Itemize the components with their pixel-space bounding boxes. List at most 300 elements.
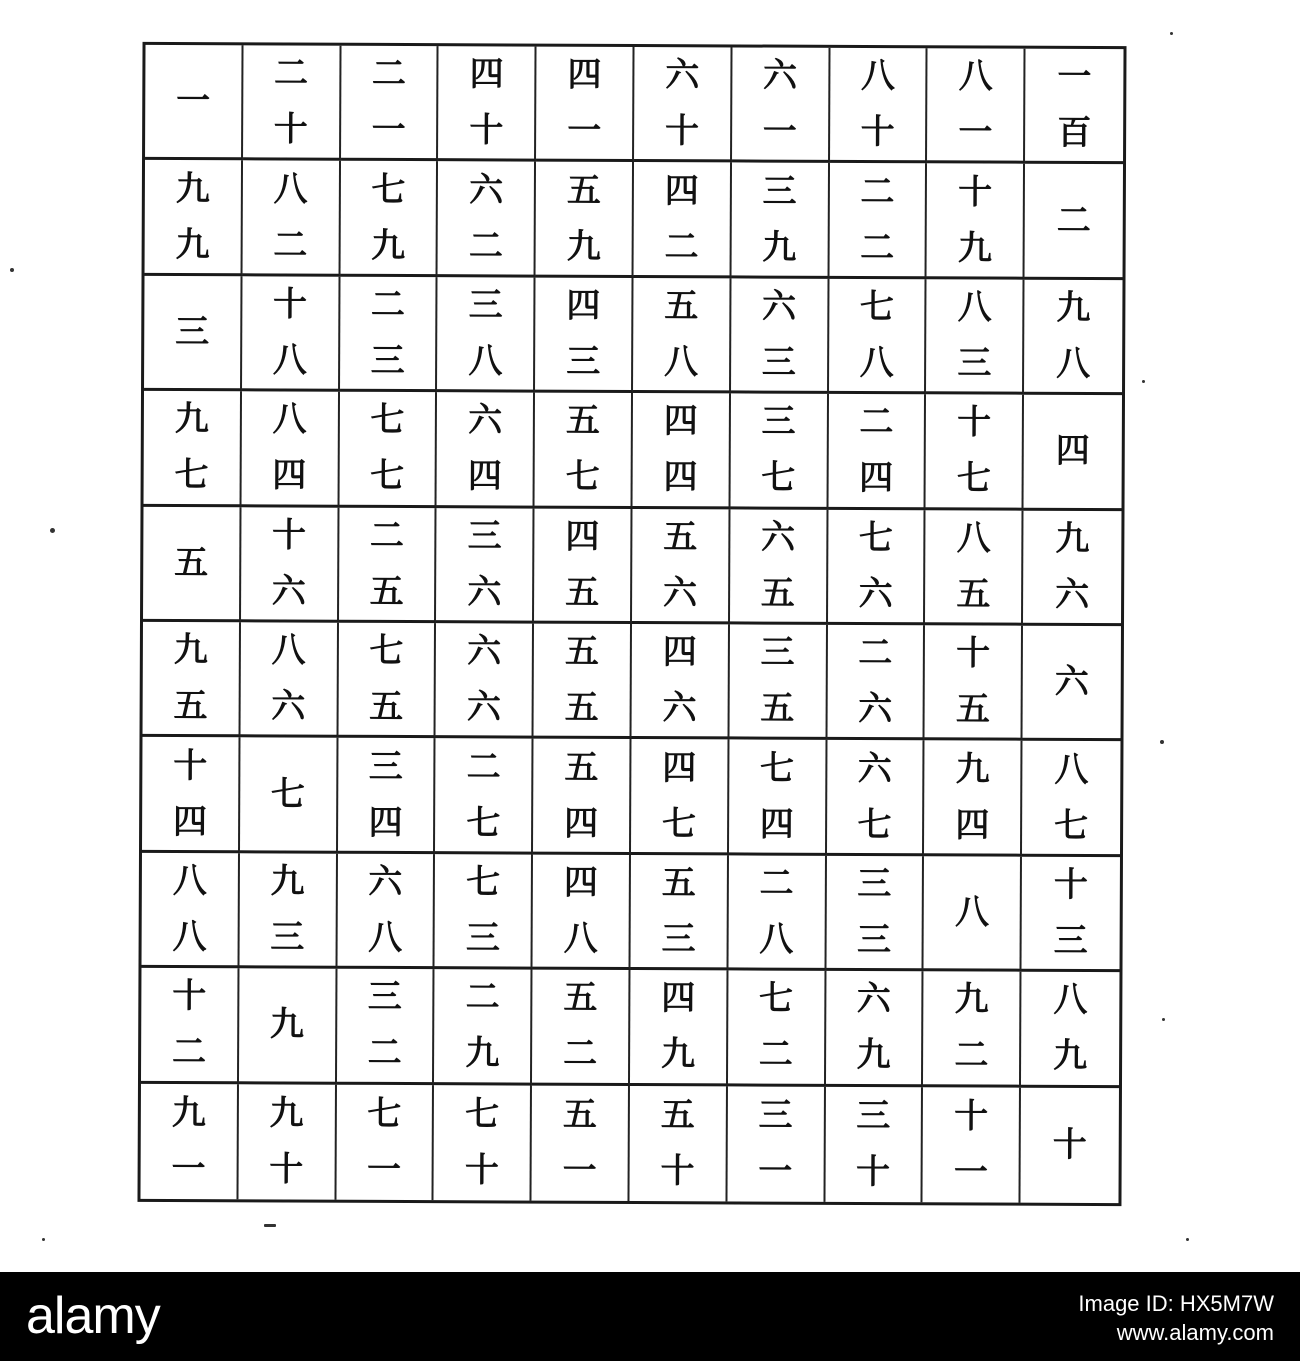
cell-character: 八 [1054, 749, 1089, 790]
cell-character: 八 [273, 169, 308, 210]
table-cell [634, 47, 732, 163]
table-cell [731, 163, 829, 279]
cell-character: 十 [1052, 1125, 1087, 1166]
cell-character: 二 [954, 1035, 989, 1076]
cell-character: 十 [957, 402, 992, 443]
cell-character: 十 [172, 976, 207, 1017]
table-cell [340, 161, 438, 277]
cell-character: 四 [563, 862, 599, 903]
table-cell [435, 739, 533, 855]
table-cell [240, 622, 338, 738]
cell-character: 一 [371, 110, 406, 151]
table-cell [435, 854, 533, 970]
cell-character: 三 [857, 919, 892, 961]
cell-character: 五 [760, 573, 795, 614]
cell-character: 六 [761, 286, 797, 327]
table-cell [438, 162, 536, 278]
table-cell [927, 164, 1025, 280]
table-cell [339, 507, 437, 623]
cell-character: 六 [271, 686, 306, 727]
cell-character: 一 [562, 1150, 597, 1192]
cell-character: 二 [859, 402, 894, 443]
cell-character: 二 [563, 1034, 598, 1075]
cell-character: 一 [176, 81, 211, 122]
cell-character: 八 [271, 630, 306, 671]
cell-character: 七 [1054, 805, 1089, 846]
cell-character: 八 [1053, 980, 1088, 1021]
cell-character: 七 [369, 631, 404, 672]
cell-character: 三 [1053, 920, 1088, 961]
cell-character: 七 [174, 455, 209, 496]
cell-character: 五 [760, 688, 795, 729]
stock-id-line: Image ID: HX5M7W [1078, 1291, 1274, 1316]
cell-character: 七 [761, 457, 796, 499]
cell-character: 十 [272, 284, 308, 325]
cell-character: 四 [172, 801, 208, 842]
table-cell [436, 508, 534, 624]
table-cell [925, 510, 1023, 626]
cell-character: 三 [175, 311, 210, 353]
table-cell [534, 508, 632, 624]
table-cell [826, 856, 924, 972]
table-cell [827, 740, 925, 856]
table-cell [339, 392, 437, 508]
table-cell [828, 394, 926, 510]
table-cell [830, 48, 928, 164]
cell-character: 十 [954, 1096, 989, 1137]
cell-character: 二 [273, 225, 308, 266]
table-cell [630, 855, 728, 971]
table-cell [829, 163, 927, 279]
cell-character: 二 [664, 226, 699, 267]
cell-character: 九 [955, 749, 990, 790]
table-cell [923, 1087, 1021, 1203]
cell-character: 三 [761, 401, 796, 443]
cell-character: 九 [269, 1093, 304, 1134]
table-cell [1021, 1087, 1119, 1203]
cell-character: 二 [758, 1034, 793, 1076]
table-cell [1025, 164, 1123, 280]
cell-character: 四 [567, 54, 602, 96]
cell-character: 四 [955, 805, 990, 846]
dust-speck [1142, 380, 1145, 383]
table-cell [536, 162, 634, 278]
table-cell [144, 391, 242, 507]
magic-square-table [137, 42, 1126, 1206]
cell-character: 六 [665, 55, 700, 96]
cell-character: 八 [860, 56, 895, 97]
cell-character: 九 [1053, 1036, 1088, 1077]
cell-character: 九 [371, 225, 406, 266]
cell-character: 九 [171, 1093, 206, 1134]
cell-character: 六 [858, 573, 893, 614]
alamy-logo: alamy [26, 1287, 160, 1345]
cell-character: 八 [172, 916, 207, 958]
cell-character: 五 [956, 574, 991, 615]
cell-character: 五 [562, 1095, 598, 1136]
table-cell [536, 47, 634, 163]
cell-character: 二 [759, 863, 794, 904]
cell-character: 七 [367, 1094, 402, 1135]
table-cell [141, 853, 239, 969]
table-cell [242, 161, 340, 277]
cell-character: 八 [468, 341, 503, 382]
cell-character: 五 [369, 571, 404, 612]
cell-character: 七 [956, 458, 992, 499]
cell-character: 九 [957, 228, 993, 269]
cell-character: 九 [1056, 287, 1091, 328]
cell-character: 八 [663, 342, 699, 383]
table-cell [728, 971, 826, 1087]
table-cell [535, 277, 633, 393]
table-cell [145, 160, 243, 276]
cell-character: 六 [662, 572, 698, 614]
cell-character: 七 [370, 400, 405, 441]
table-cell [240, 738, 338, 854]
cell-character: 四 [663, 401, 698, 442]
cell-character: 六 [467, 631, 502, 672]
dust-speck [1186, 1238, 1189, 1241]
table-cell [728, 855, 826, 971]
cell-character: 五 [564, 631, 600, 673]
cell-character: 三 [661, 919, 696, 960]
table-cell [535, 393, 633, 509]
cell-character: 五 [955, 689, 990, 730]
cell-character: 百 [1057, 113, 1092, 154]
cell-character: 二 [171, 1032, 207, 1073]
table-cell [826, 971, 924, 1087]
cell-character: 三 [760, 632, 795, 673]
cell-character: 三 [370, 340, 405, 381]
cell-character: 二 [369, 515, 404, 556]
table-cell [924, 856, 1022, 972]
table-cell [732, 47, 830, 163]
table-cell [631, 739, 729, 855]
table-cell [729, 624, 827, 740]
table-cell [825, 1086, 923, 1202]
cell-character: 五 [660, 1095, 695, 1136]
cell-character: 四 [859, 458, 894, 499]
table-cell [1023, 626, 1121, 742]
cell-character: 九 [270, 861, 305, 902]
cell-character: 六 [662, 688, 697, 729]
cell-character: 一 [953, 1152, 988, 1193]
cell-character: 五 [565, 401, 601, 442]
table-cell [434, 1085, 532, 1201]
table-cell [532, 1085, 630, 1201]
dust-speck [1160, 740, 1164, 744]
table-cell [533, 854, 631, 970]
table-cell [924, 741, 1022, 857]
table-cell [731, 278, 829, 394]
table-cell [927, 48, 1025, 164]
cell-character: 八 [956, 518, 991, 559]
table-cell [829, 279, 927, 395]
cell-character: 一 [758, 1151, 793, 1193]
cell-character: 十 [664, 111, 700, 152]
cell-character: 十 [464, 1150, 499, 1191]
table-cell [729, 740, 827, 856]
cell-character: 一 [762, 111, 797, 152]
dust-speck [1162, 1018, 1165, 1021]
cell-character: 六 [856, 979, 891, 1020]
cell-character: 四 [272, 455, 307, 496]
cell-character: 三 [856, 1096, 891, 1137]
cell-character: 五 [566, 170, 602, 211]
cell-character: 九 [175, 224, 210, 265]
cell-character: 八 [759, 919, 794, 960]
cell-character: 三 [762, 171, 797, 212]
cell-character: 一 [1057, 57, 1092, 98]
cell-character: 五 [174, 542, 209, 583]
cell-character: 七 [466, 802, 501, 844]
table-cell [534, 624, 632, 740]
cell-character: 七 [465, 1094, 500, 1135]
table-cell [1024, 395, 1122, 511]
table-cell [141, 968, 239, 1084]
cell-character: 二 [370, 284, 405, 325]
table-cell [340, 277, 438, 393]
cell-character: 八 [954, 892, 990, 933]
table-cell [727, 1086, 825, 1202]
cell-character: 七 [858, 517, 893, 558]
table-cell [730, 394, 828, 510]
table-cell [241, 507, 339, 623]
cell-character: 六 [469, 169, 504, 211]
table-cell [730, 509, 828, 625]
cell-character: 九 [566, 226, 601, 267]
cell-character: 三 [367, 977, 402, 1018]
cell-character: 十 [1053, 864, 1089, 905]
cell-character: 三 [467, 516, 502, 557]
cell-character: 四 [663, 457, 698, 498]
cell-character: 四 [1055, 431, 1090, 472]
cell-character: 五 [664, 286, 699, 327]
table-cell [338, 738, 436, 854]
cell-character: 十 [956, 633, 991, 674]
table-cell [1022, 857, 1120, 973]
cell-character: 五 [564, 687, 599, 729]
dust-speck [10, 268, 14, 272]
stock-url-line: www.alamy.com [1116, 1319, 1274, 1345]
cell-character: 四 [662, 747, 697, 788]
cell-character: 九 [269, 1004, 305, 1045]
table-cell [242, 276, 340, 392]
cell-character: 二 [466, 746, 501, 788]
cell-character: 七 [370, 456, 405, 497]
table-cell [632, 509, 730, 625]
cell-character: 四 [566, 285, 601, 326]
cell-character: 三 [857, 863, 892, 905]
cell-character: 五 [661, 863, 696, 904]
cell-character: 七 [270, 774, 306, 815]
cell-character: 七 [661, 803, 697, 844]
table-cell [1021, 972, 1119, 1088]
cell-character: 一 [367, 1150, 402, 1191]
table-cell [241, 391, 339, 507]
cell-character: 三 [957, 343, 992, 384]
cell-character: 二 [860, 171, 895, 212]
cell-character: 九 [465, 1033, 500, 1074]
table-cell [341, 46, 439, 162]
cell-character: 五 [565, 572, 600, 613]
cell-character: 二 [858, 633, 893, 674]
table-cell [143, 506, 241, 622]
cell-character: 三 [368, 746, 403, 787]
table-cell [142, 737, 240, 853]
table-cell [436, 623, 534, 739]
cell-character: 六 [468, 400, 503, 441]
cell-character: 六 [467, 572, 502, 613]
cell-character: 八 [563, 918, 598, 959]
cell-character: 九 [175, 168, 210, 209]
cell-character: 三 [566, 341, 601, 382]
cell-character: 六 [857, 748, 892, 789]
cell-character: 二 [367, 1033, 402, 1074]
cell-character: 四 [368, 802, 403, 843]
table-cell [143, 622, 241, 738]
cell-character: 九 [762, 227, 797, 268]
table-cell [336, 1084, 434, 1200]
cell-character: 十 [469, 110, 504, 151]
cell-character: 七 [466, 862, 501, 903]
table-cell [1022, 741, 1120, 857]
cell-character: 二 [1056, 200, 1091, 241]
cell-character: 六 [368, 861, 403, 902]
table-cell [239, 968, 337, 1084]
cell-character: 三 [761, 342, 796, 383]
cell-character: 七 [759, 748, 795, 789]
cell-character: 五 [564, 747, 599, 788]
cell-character: 四 [661, 978, 696, 1019]
cell-character: 四 [662, 632, 697, 673]
cell-character: 二 [465, 977, 500, 1018]
cell-character: 八 [272, 340, 307, 381]
table-cell [145, 45, 243, 161]
cell-character: 四 [467, 456, 503, 497]
cell-character: 十 [273, 109, 308, 150]
cell-character: 二 [468, 225, 504, 267]
table-cell [533, 739, 631, 855]
cell-character: 九 [856, 1035, 891, 1076]
table-cell [926, 279, 1024, 395]
watermark-footer [0, 1272, 1300, 1361]
table-cell [338, 623, 436, 739]
cell-character: 五 [663, 516, 698, 558]
cell-character: 二 [273, 53, 309, 94]
table-cell [828, 509, 926, 625]
cell-character: 八 [859, 342, 894, 384]
cell-character: 五 [563, 978, 598, 1019]
cell-character: 六 [1055, 574, 1090, 615]
table-cell [827, 625, 925, 741]
cell-character: 十 [958, 172, 993, 213]
table-cell [923, 971, 1021, 1087]
cell-character: 九 [1055, 518, 1090, 559]
table-cell [532, 970, 630, 1086]
cell-character: 六 [466, 687, 502, 728]
cell-character: 八 [272, 399, 307, 440]
cell-character: 五 [369, 687, 404, 728]
cell-character: 十 [269, 1149, 304, 1190]
cell-character: 四 [759, 804, 794, 845]
table-cell [239, 853, 337, 969]
cell-character: 四 [469, 54, 504, 95]
cell-character: 七 [857, 804, 892, 845]
table-cell [634, 162, 732, 278]
table-cell [1025, 49, 1123, 165]
table-cell [437, 392, 535, 508]
table-cell [437, 277, 535, 393]
cell-character: 九 [174, 399, 209, 440]
cell-character: 九 [173, 630, 208, 671]
cell-character: 八 [172, 860, 207, 902]
cell-character: 六 [271, 571, 306, 612]
cell-character: 七 [565, 457, 600, 498]
table-cell [1024, 280, 1122, 396]
cell-character: 十 [660, 1151, 695, 1192]
cell-character: 十 [271, 515, 307, 556]
cell-character: 六 [762, 55, 798, 96]
table-cell [633, 393, 731, 509]
table-cell [140, 1083, 238, 1199]
cell-character: 六 [1054, 662, 1089, 703]
cell-character: 一 [567, 110, 602, 152]
table-cell [337, 969, 435, 1085]
table-cell [144, 276, 242, 392]
cell-character: 四 [564, 803, 599, 844]
table-cell [630, 970, 728, 1086]
table-cell [629, 1086, 727, 1202]
cell-character: 三 [465, 918, 500, 959]
cell-character: 七 [859, 286, 894, 328]
dust-speck [264, 1224, 276, 1227]
cell-character: 五 [173, 686, 208, 727]
cell-character: 二 [371, 54, 406, 95]
cell-character: 七 [758, 978, 794, 1020]
cell-character: 九 [660, 1034, 696, 1075]
cell-character: 八 [957, 287, 992, 328]
cell-character: 八 [958, 56, 993, 97]
cell-character: 一 [171, 1149, 206, 1190]
table-cell [434, 969, 532, 1085]
cell-character: 七 [371, 169, 406, 210]
cell-character: 一 [958, 112, 993, 153]
cell-character: 八 [1056, 343, 1091, 384]
table-cell [926, 394, 1024, 510]
cell-character: 三 [270, 917, 305, 958]
cell-character: 三 [468, 285, 503, 326]
dust-speck [50, 528, 55, 533]
cell-character: 十 [860, 112, 895, 153]
cell-character: 三 [758, 1095, 793, 1137]
table-cell [337, 854, 435, 970]
cell-character: 九 [954, 979, 989, 1020]
cell-character: 十 [856, 1152, 891, 1193]
stock-id [1078, 1290, 1274, 1347]
cell-character: 四 [664, 170, 699, 211]
table-cell [243, 45, 341, 161]
table-cell [1023, 510, 1121, 626]
cell-character: 十 [173, 745, 208, 786]
cell-character: 八 [368, 917, 403, 958]
dust-speck [1170, 32, 1173, 35]
table-cell [238, 1084, 336, 1200]
dust-speck [42, 1238, 45, 1241]
table-cell [633, 278, 731, 394]
table-cell [438, 46, 536, 162]
cell-character: 六 [760, 517, 796, 558]
